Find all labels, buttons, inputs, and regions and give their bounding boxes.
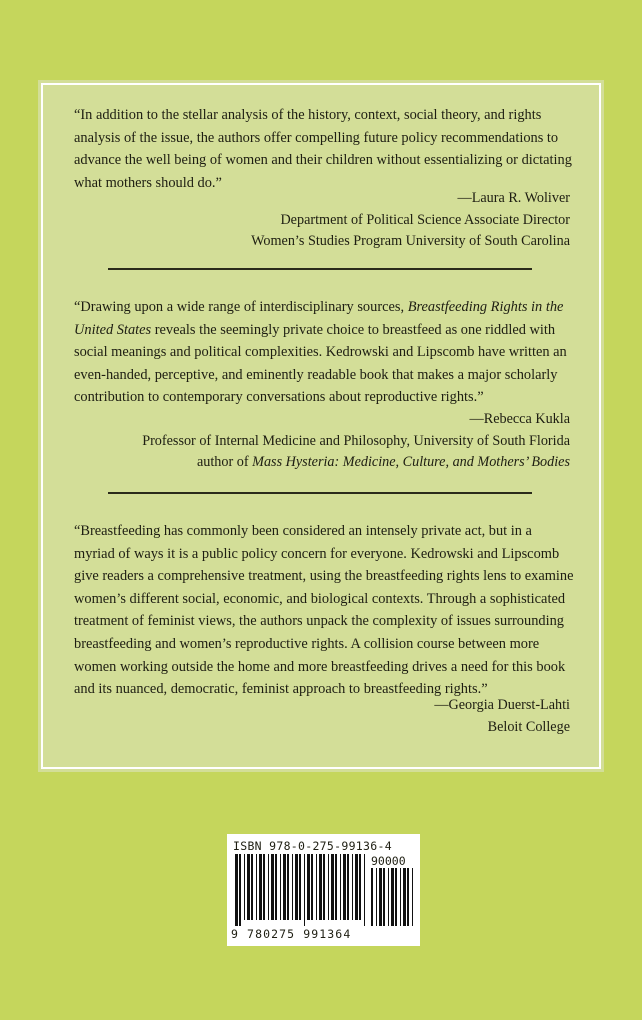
barcode-bar [280,854,281,920]
barcode-bar [259,854,262,920]
barcode-bar [311,854,313,920]
barcode-bar [331,854,334,920]
barcode-bar [391,868,394,926]
attribution-line: Department of Political Science Associate Director [280,211,570,228]
barcode-bar [244,854,245,920]
attribution-prefix: author of [196,454,253,470]
barcode-bar [383,868,385,926]
barcode-bar [335,854,337,920]
quote-text: reveals the seemingly private choice to breastfeed as one riddled with social meanings and political complexities. Kedrowski and Lipscomb have written an even-handed, perceptive, and eminently readable book that makes a major scholarly contribution to contemporary conversations about reproductive rights.” [74,321,567,406]
barcode-bar [235,854,238,926]
attribution-name: —Rebecca Kukla [469,411,570,427]
barcode-bar [295,854,298,920]
barcode-bar [292,854,293,920]
barcode-bar [239,854,241,926]
barcode-bar [268,854,269,920]
barcode-bar [247,854,250,920]
quote-kukla [74,296,574,409]
barcode-bar [359,854,361,920]
barcode-bar [299,854,301,920]
barcode-bar [403,868,406,926]
divider-rule [108,492,532,494]
ean-digits: 9 780275 991364 [231,927,352,941]
barcode-bar [256,854,257,920]
attribution-line [142,452,570,474]
barcode-bar [352,854,353,920]
quote-woliver: “In addition to the stellar analysis of the history, context, social theory, and rights analysis of the issue, the authors offer compelling future policy recommendations to advance the well being of women and their children without essentializing or dictating what mothers should do.” [74,107,572,191]
attribution-woliver [251,188,570,253]
barcode-bar [304,854,305,926]
barcode-bar [355,854,358,920]
barcode-bar [251,854,253,920]
barcode-bar [340,854,341,920]
barcode-bar [376,868,377,926]
barcode-bar [328,854,329,920]
barcode-bar [323,854,325,920]
attribution-line: Women’s Studies Program University of South Carolina [251,233,570,249]
barcode-bar [400,868,401,926]
barcode-bar [275,854,277,920]
barcode-bar [379,868,382,926]
barcode-bar [347,854,349,920]
attribution-name: —Laura R. Woliver [457,190,570,206]
barcode-bar [364,854,365,926]
barcode-bar [371,868,373,926]
quote-duerst-lahti: “Breastfeeding has commonly been considered an intensely private act, but in a myriad of ways it is a public policy concern for everyone. Kedrowski and Lipscomb give readers a comprehensive treatment, using the breastfeeding rights lens to examine women’s different social, economic, and biological contexts. Through a sophisticated treatment of feminist views, the authors unpack the complexity of issues surrounding breastfeeding and women’s reproductive rights. A collision course between more women working outside the home and more breastfeeding drives a need for this book and its nuanced, democratic, feminist approach to breastfeeding rights.” [74,523,574,698]
price-code: 90000 [371,854,406,868]
isbn-label: ISBN 978-0-275-99136-4 [233,839,392,853]
quote-text: “Drawing upon a wide range of interdisciplinary sources, [74,299,408,315]
barcode-bar [343,854,346,920]
barcode-bar [395,868,397,926]
barcode-bar [283,854,286,920]
attribution-duerst-lahti [434,695,570,738]
attribution-line: Beloit College [487,718,570,735]
book-title: Mass Hysteria: Medicine, Culture, and Mothers’ Bodies [252,454,570,470]
barcode-bars-icon [235,854,365,926]
barcode-bar [271,854,274,920]
barcode-bar [407,868,409,926]
barcode-bar [263,854,265,920]
attribution-line: Professor of Internal Medicine and Philosophy, University of South Florida [142,432,570,449]
barcode-bar [388,868,389,926]
barcode-bar [316,854,317,920]
book-title: Breastfeeding Rights in the United States [74,299,564,338]
addon-barcode-bars-icon [371,868,413,926]
isbn-barcode [227,834,420,946]
barcode-bar [412,868,413,926]
barcode-bar [319,854,322,920]
divider-rule [108,268,532,270]
attribution-name: —Georgia Duerst-Lahti [434,697,570,713]
barcode-bar [307,854,310,920]
barcode-bar [287,854,289,920]
attribution-kukla [142,409,570,474]
